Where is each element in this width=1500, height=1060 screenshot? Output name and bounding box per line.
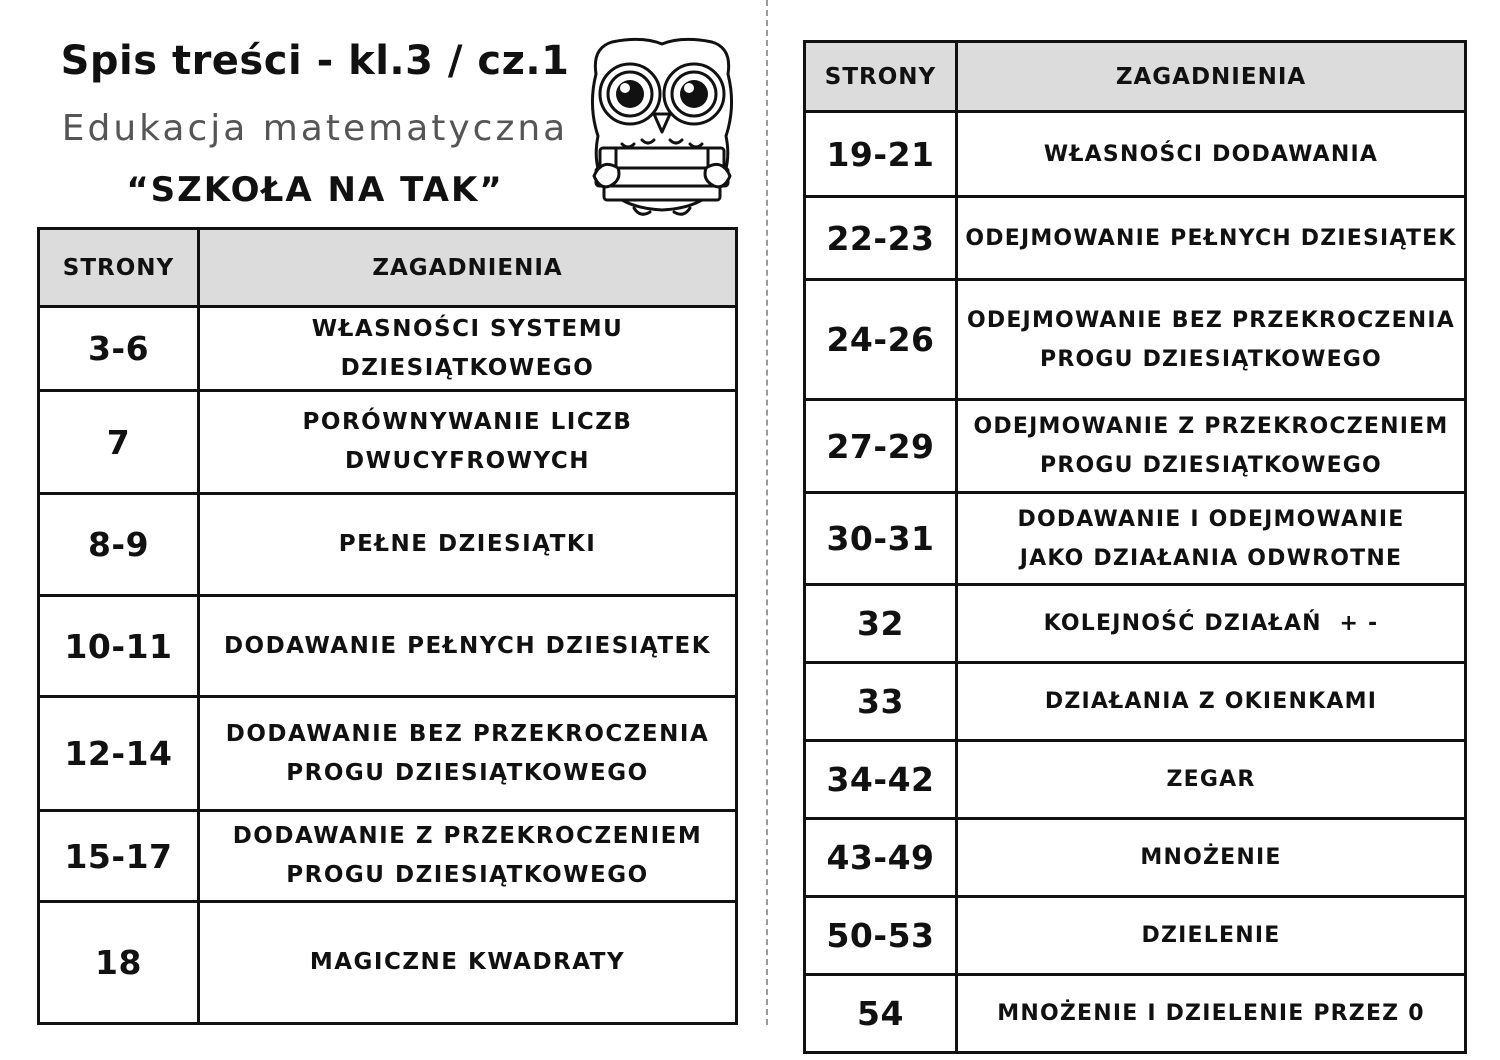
toc-table-left (37, 227, 738, 1025)
page-range-cell: 22-23 (805, 197, 957, 280)
topic-line: DODAWANIE Z PRZEKROCZENIEM (232, 823, 703, 849)
toc-table-right (803, 40, 1467, 1054)
topic-cell (957, 819, 1466, 897)
page-fold-divider (766, 0, 768, 1025)
topic-cell (957, 663, 1466, 741)
topic-line: WŁASNOŚCI DODAWANIA (1043, 141, 1379, 167)
table-row (39, 391, 737, 494)
table-row (805, 819, 1466, 897)
topic-line: DZIAŁANIA Z OKIENKAMI (1044, 689, 1378, 714)
topic-line: ODEJMOWANIE BEZ PRZEKROCZENIA (966, 307, 1456, 333)
topic-cell (957, 280, 1466, 400)
page-range-cell: 19-21 (805, 112, 957, 197)
page-range-cell: 43-49 (805, 819, 957, 897)
topic-line: JAKO DZIAŁANIA ODWROTNE (1019, 545, 1403, 571)
page-range-cell: 18 (39, 902, 199, 1024)
table-row (39, 494, 737, 596)
topic-line: ODEJMOWANIE PEŁNYCH DZIESIĄTEK (965, 225, 1457, 251)
topic-line: KOLEJNOŚĆ DZIAŁAŃ + - (1043, 611, 1379, 636)
page-range-cell: 12-14 (39, 697, 199, 811)
page-range-cell: 10-11 (39, 596, 199, 697)
topic-line: MNOŻENIE (1140, 845, 1282, 870)
topic-line: DODAWANIE PEŁNYCH DZIESIĄTEK (223, 632, 712, 659)
column-header-pages: STRONY (805, 42, 957, 112)
topic-cell (957, 493, 1466, 585)
topic-line: PROGU DZIESIĄTKOWEGO (286, 759, 649, 786)
toc-body-right (805, 112, 1466, 1053)
topic-cell (957, 897, 1466, 975)
column-header-pages: STRONY (39, 229, 199, 307)
topic-cell (199, 902, 737, 1024)
page-range-cell: 32 (805, 585, 957, 663)
topic-line: PROGU DZIESIĄTKOWEGO (1040, 453, 1382, 478)
topic-line: MAGICZNE KWADRATY (309, 949, 626, 975)
topic-line: PEŁNE DZIESIĄTKI (338, 531, 597, 557)
page-range-cell: 15-17 (39, 811, 199, 902)
topic-line: PORÓWNYWANIE LICZB (302, 409, 633, 435)
table-row (805, 897, 1466, 975)
topic-cell (957, 741, 1466, 819)
topic-line: WŁASNOŚCI SYSTEMU (311, 315, 624, 342)
topic-line: DZIESIĄTKOWEGO (340, 354, 595, 381)
topic-cell (199, 307, 737, 391)
topic-cell (957, 112, 1466, 197)
page-title: Spis treści - kl.3 / cz.1 (60, 38, 570, 84)
table-row (805, 975, 1466, 1053)
table-row (805, 280, 1466, 400)
topic-cell (957, 585, 1466, 663)
owl-with-books-illustration (582, 36, 742, 220)
column-header-topics: ZAGADNIENIA (957, 42, 1466, 112)
subject-subtitle: Edukacja matematyczna (61, 108, 569, 149)
table-row (805, 197, 1466, 280)
topic-cell (957, 197, 1466, 280)
page-range-cell: 7 (39, 391, 199, 494)
topic-line: DWUCYFROWYCH (345, 448, 590, 474)
table-row (39, 902, 737, 1024)
table-row (805, 741, 1466, 819)
topic-cell (199, 596, 737, 697)
table-row (39, 596, 737, 697)
topic-line: ODEJMOWANIE Z PRZEKROCZENIEM (973, 414, 1449, 439)
table-row (805, 493, 1466, 585)
topic-line: ZEGAR (1166, 767, 1256, 792)
topic-line: MNOŻENIE I DZIELENIE PRZEZ 0 (997, 1001, 1425, 1026)
topic-cell (199, 697, 737, 811)
table-row (39, 697, 737, 811)
series-name: “SZKOŁA NA TAK” (126, 170, 504, 210)
table-row (39, 811, 737, 902)
table-row (805, 112, 1466, 197)
page-range-cell: 8-9 (39, 494, 199, 596)
page-range-cell: 3-6 (39, 307, 199, 391)
page-range-cell: 24-26 (805, 280, 957, 400)
table-row (805, 400, 1466, 493)
page-range-cell: 34-42 (805, 741, 957, 819)
topic-cell (199, 391, 737, 494)
topic-line: PROGU DZIESIĄTKOWEGO (286, 862, 649, 888)
topic-line: PROGU DZIESIĄTKOWEGO (1040, 346, 1382, 372)
page-range-cell: 27-29 (805, 400, 957, 493)
column-header-topics: ZAGADNIENIA (199, 229, 737, 307)
page-range-cell: 54 (805, 975, 957, 1053)
topic-cell (957, 400, 1466, 493)
topic-line: DODAWANIE I ODEJMOWANIE (1017, 506, 1405, 532)
table-row (39, 307, 737, 391)
table-row (805, 663, 1466, 741)
topic-cell (957, 975, 1466, 1053)
toc-body-left (39, 307, 737, 1024)
topic-line: DZIELENIE (1141, 923, 1281, 948)
page-range-cell: 30-31 (805, 493, 957, 585)
topic-cell (199, 494, 737, 596)
page-range-cell: 33 (805, 663, 957, 741)
table-row (805, 585, 1466, 663)
topic-cell (199, 811, 737, 902)
topic-line: DODAWANIE BEZ PRZEKROCZENIA (225, 720, 710, 747)
page-range-cell: 50-53 (805, 897, 957, 975)
